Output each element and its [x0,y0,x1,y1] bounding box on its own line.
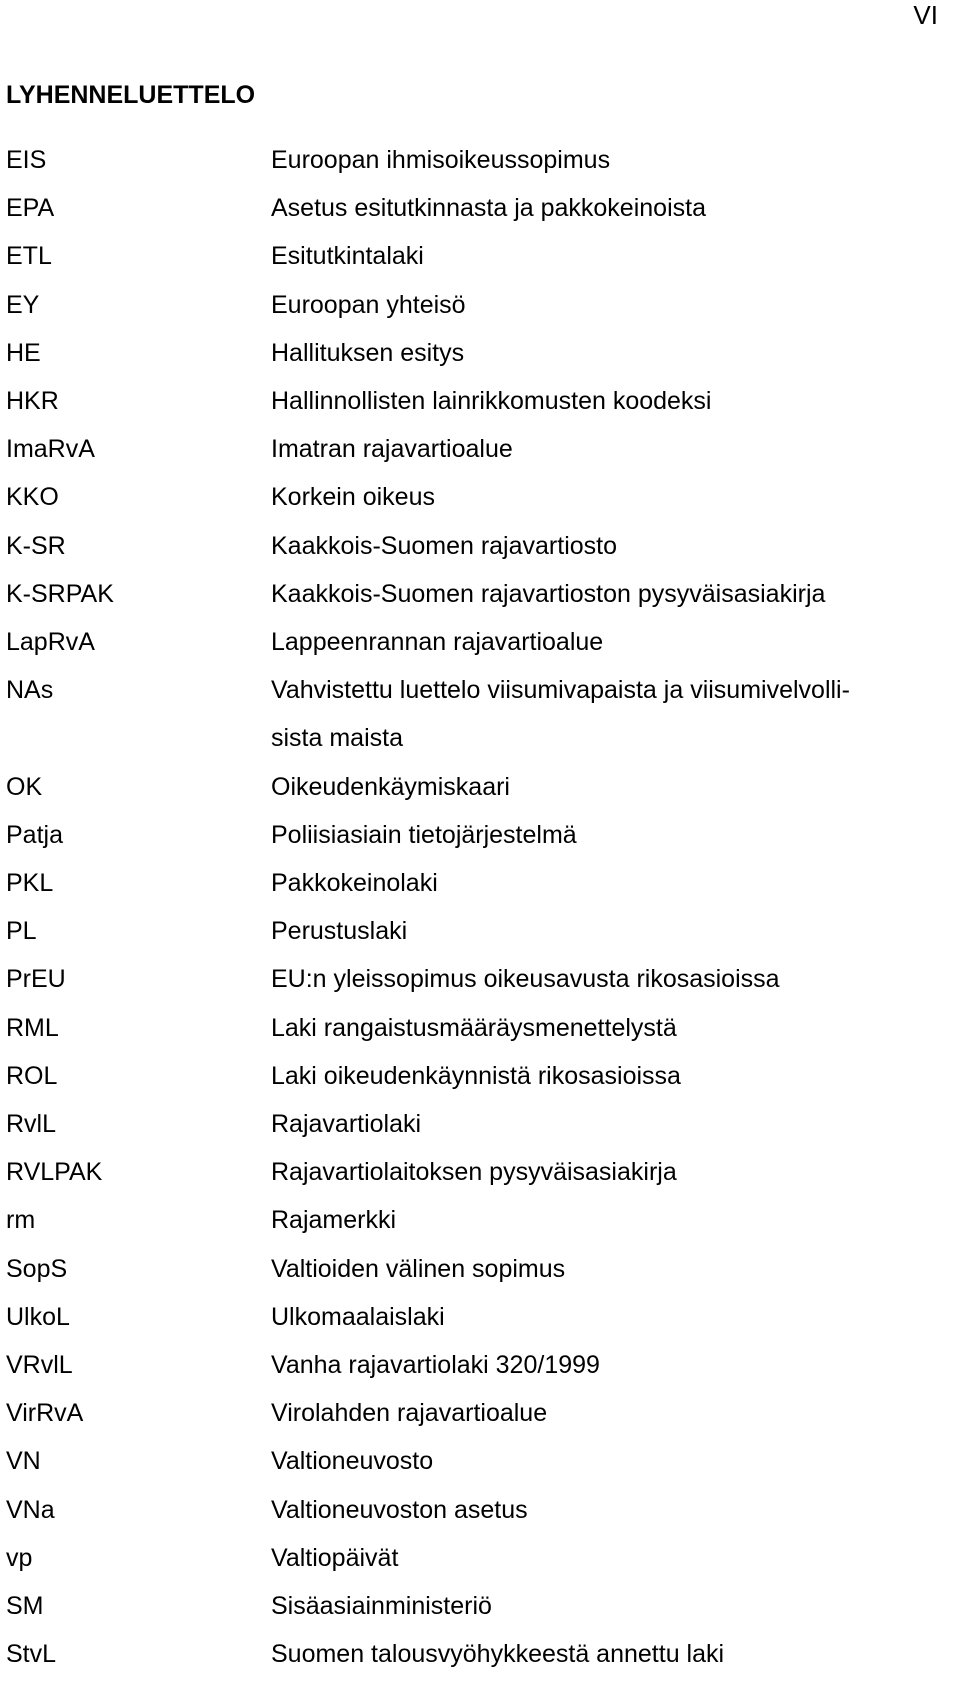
abbreviation-definition: Hallinnollisten lainrikkomusten koodeksi [271,387,712,416]
abbreviation-row [6,859,960,907]
abbreviation-row [6,666,960,714]
abbreviation-definition: Sisäasiainministeriö [271,1592,492,1621]
abbreviation-term: RvlL [6,1110,57,1139]
abbreviation-row [6,1293,960,1341]
abbreviation-term: rm [6,1206,36,1235]
abbreviation-row [6,763,960,811]
abbreviation-row [6,1004,960,1052]
abbreviation-term: StvL [6,1640,57,1669]
abbreviation-row [6,232,960,280]
abbreviation-term: UlkoL [6,1302,70,1331]
abbreviation-row [6,1100,960,1148]
abbreviation-term: ROL [6,1061,58,1090]
abbreviation-row [6,281,960,329]
abbreviation-definition: Korkein oikeus [271,483,435,512]
abbreviation-definition: Pakkokeinolaki [271,869,438,898]
abbreviation-term: KKO [6,483,59,512]
abbreviation-row [6,811,960,859]
abbreviation-definition: Perustuslaki [271,917,408,946]
abbreviation-term: RVLPAK [6,1158,103,1187]
abbreviation-term: ETL [6,242,52,271]
abbreviation-row-continuation [6,714,960,762]
abbreviation-row [6,1630,960,1678]
abbreviation-definition: Vanha rajavartiolaki 320/1999 [271,1351,600,1380]
abbreviation-definition: Euroopan yhteisö [271,290,466,319]
abbreviation-row [6,377,960,425]
abbreviation-definition: Esitutkintalaki [271,242,424,271]
abbreviation-definition: Ulkomaalaislaki [271,1302,445,1331]
abbreviation-term: K-SR [6,531,66,560]
abbreviation-term: VRvlL [6,1351,73,1380]
abbreviation-definition: Valtioiden välinen sopimus [271,1254,566,1283]
abbreviation-row [6,522,960,570]
page-number: VI [913,0,938,30]
abbreviation-row [6,1341,960,1389]
abbreviation-term: PL [6,917,37,946]
abbreviation-term: EPA [6,194,55,223]
abbreviation-definition: Oikeudenkäymiskaari [271,772,510,801]
abbreviation-term: LapRvA [6,628,95,657]
abbreviation-term: EIS [6,146,47,174]
abbreviation-definition: sista maista [271,724,403,753]
abbreviation-definition: Imatran rajavartioalue [271,435,513,464]
abbreviation-term: PrEU [6,965,66,994]
abbreviation-row [6,1196,960,1244]
abbreviation-definition: Euroopan ihmisoikeussopimus [271,146,611,174]
abbreviation-definition: Suomen talousvyöhykkeestä annettu laki [271,1640,725,1669]
abbreviation-term [6,714,271,762]
abbreviation-row [6,570,960,618]
abbreviation-definition: Valtioneuvoston asetus [271,1495,528,1524]
abbreviation-term: ImaRvA [6,435,95,464]
abbreviation-term: VN [6,1447,41,1476]
abbreviation-row [6,618,960,666]
abbreviation-definition: Rajamerkki [271,1206,397,1235]
abbreviation-term: VirRvA [6,1399,84,1428]
abbreviation-definition: Rajavartiolaitoksen pysyväisasiakirja [271,1158,677,1187]
abbreviation-definition: Kaakkois-Suomen rajavartioston pysyväisasiakirja [271,579,826,608]
abbreviation-term: PKL [6,869,54,898]
abbreviation-term: vp [6,1543,33,1572]
abbreviation-definition: Virolahden rajavartioalue [271,1399,548,1428]
abbreviation-row [6,1389,960,1437]
abbreviation-row [6,136,960,184]
abbreviation-term: SopS [6,1254,68,1283]
abbreviation-row [6,329,960,377]
abbreviation-row [6,1148,960,1196]
abbreviation-definition: EU:n yleissopimus oikeusavusta rikosasioissa [271,965,780,994]
abbreviation-row [6,1534,960,1582]
abbreviation-row [6,1582,960,1630]
abbreviation-row [6,1052,960,1100]
abbreviation-definition: Vahvistettu luettelo viisumivapaista ja viisumivelvolli- [271,676,850,705]
abbreviation-row [6,425,960,473]
abbreviation-list [6,136,960,1679]
abbreviation-term: RML [6,1013,59,1042]
abbreviation-definition: Rajavartiolaki [271,1110,422,1139]
abbreviation-term: EY [6,290,40,319]
abbreviation-row [6,955,960,1003]
abbreviation-term: SM [6,1592,44,1621]
abbreviation-term: OK [6,772,43,801]
abbreviation-definition: Hallituksen esitys [271,338,465,367]
abbreviation-row [6,473,960,521]
abbreviation-term: K-SRPAK [6,579,114,608]
abbreviation-definition: Kaakkois-Suomen rajavartiosto [271,531,617,560]
abbreviation-term: HKR [6,387,59,416]
abbreviation-definition: Asetus esitutkinnasta ja pakkokeinoista [271,194,706,223]
abbreviation-definition: Lappeenrannan rajavartioalue [271,628,604,657]
abbreviation-term: HE [6,338,41,367]
abbreviation-definition: Laki oikeudenkäynnistä rikosasioissa [271,1061,681,1090]
abbreviation-term: VNa [6,1495,55,1524]
abbreviation-term: Patja [6,820,63,849]
abbreviation-definition: Valtioneuvosto [271,1447,434,1476]
abbreviation-row [6,1245,960,1293]
abbreviation-term: NAs [6,676,54,705]
abbreviation-row [6,184,960,232]
abbreviation-row [6,1486,960,1534]
abbreviation-row [6,1437,960,1485]
abbreviation-definition: Laki rangaistusmääräysmenettelystä [271,1013,677,1042]
abbreviation-definition: Valtiopäivät [271,1543,399,1572]
page-title: LYHENNELUETTELO [6,81,256,109]
abbreviation-definition: Poliisiasiain tietojärjestelmä [271,820,577,849]
abbreviation-row [6,907,960,955]
